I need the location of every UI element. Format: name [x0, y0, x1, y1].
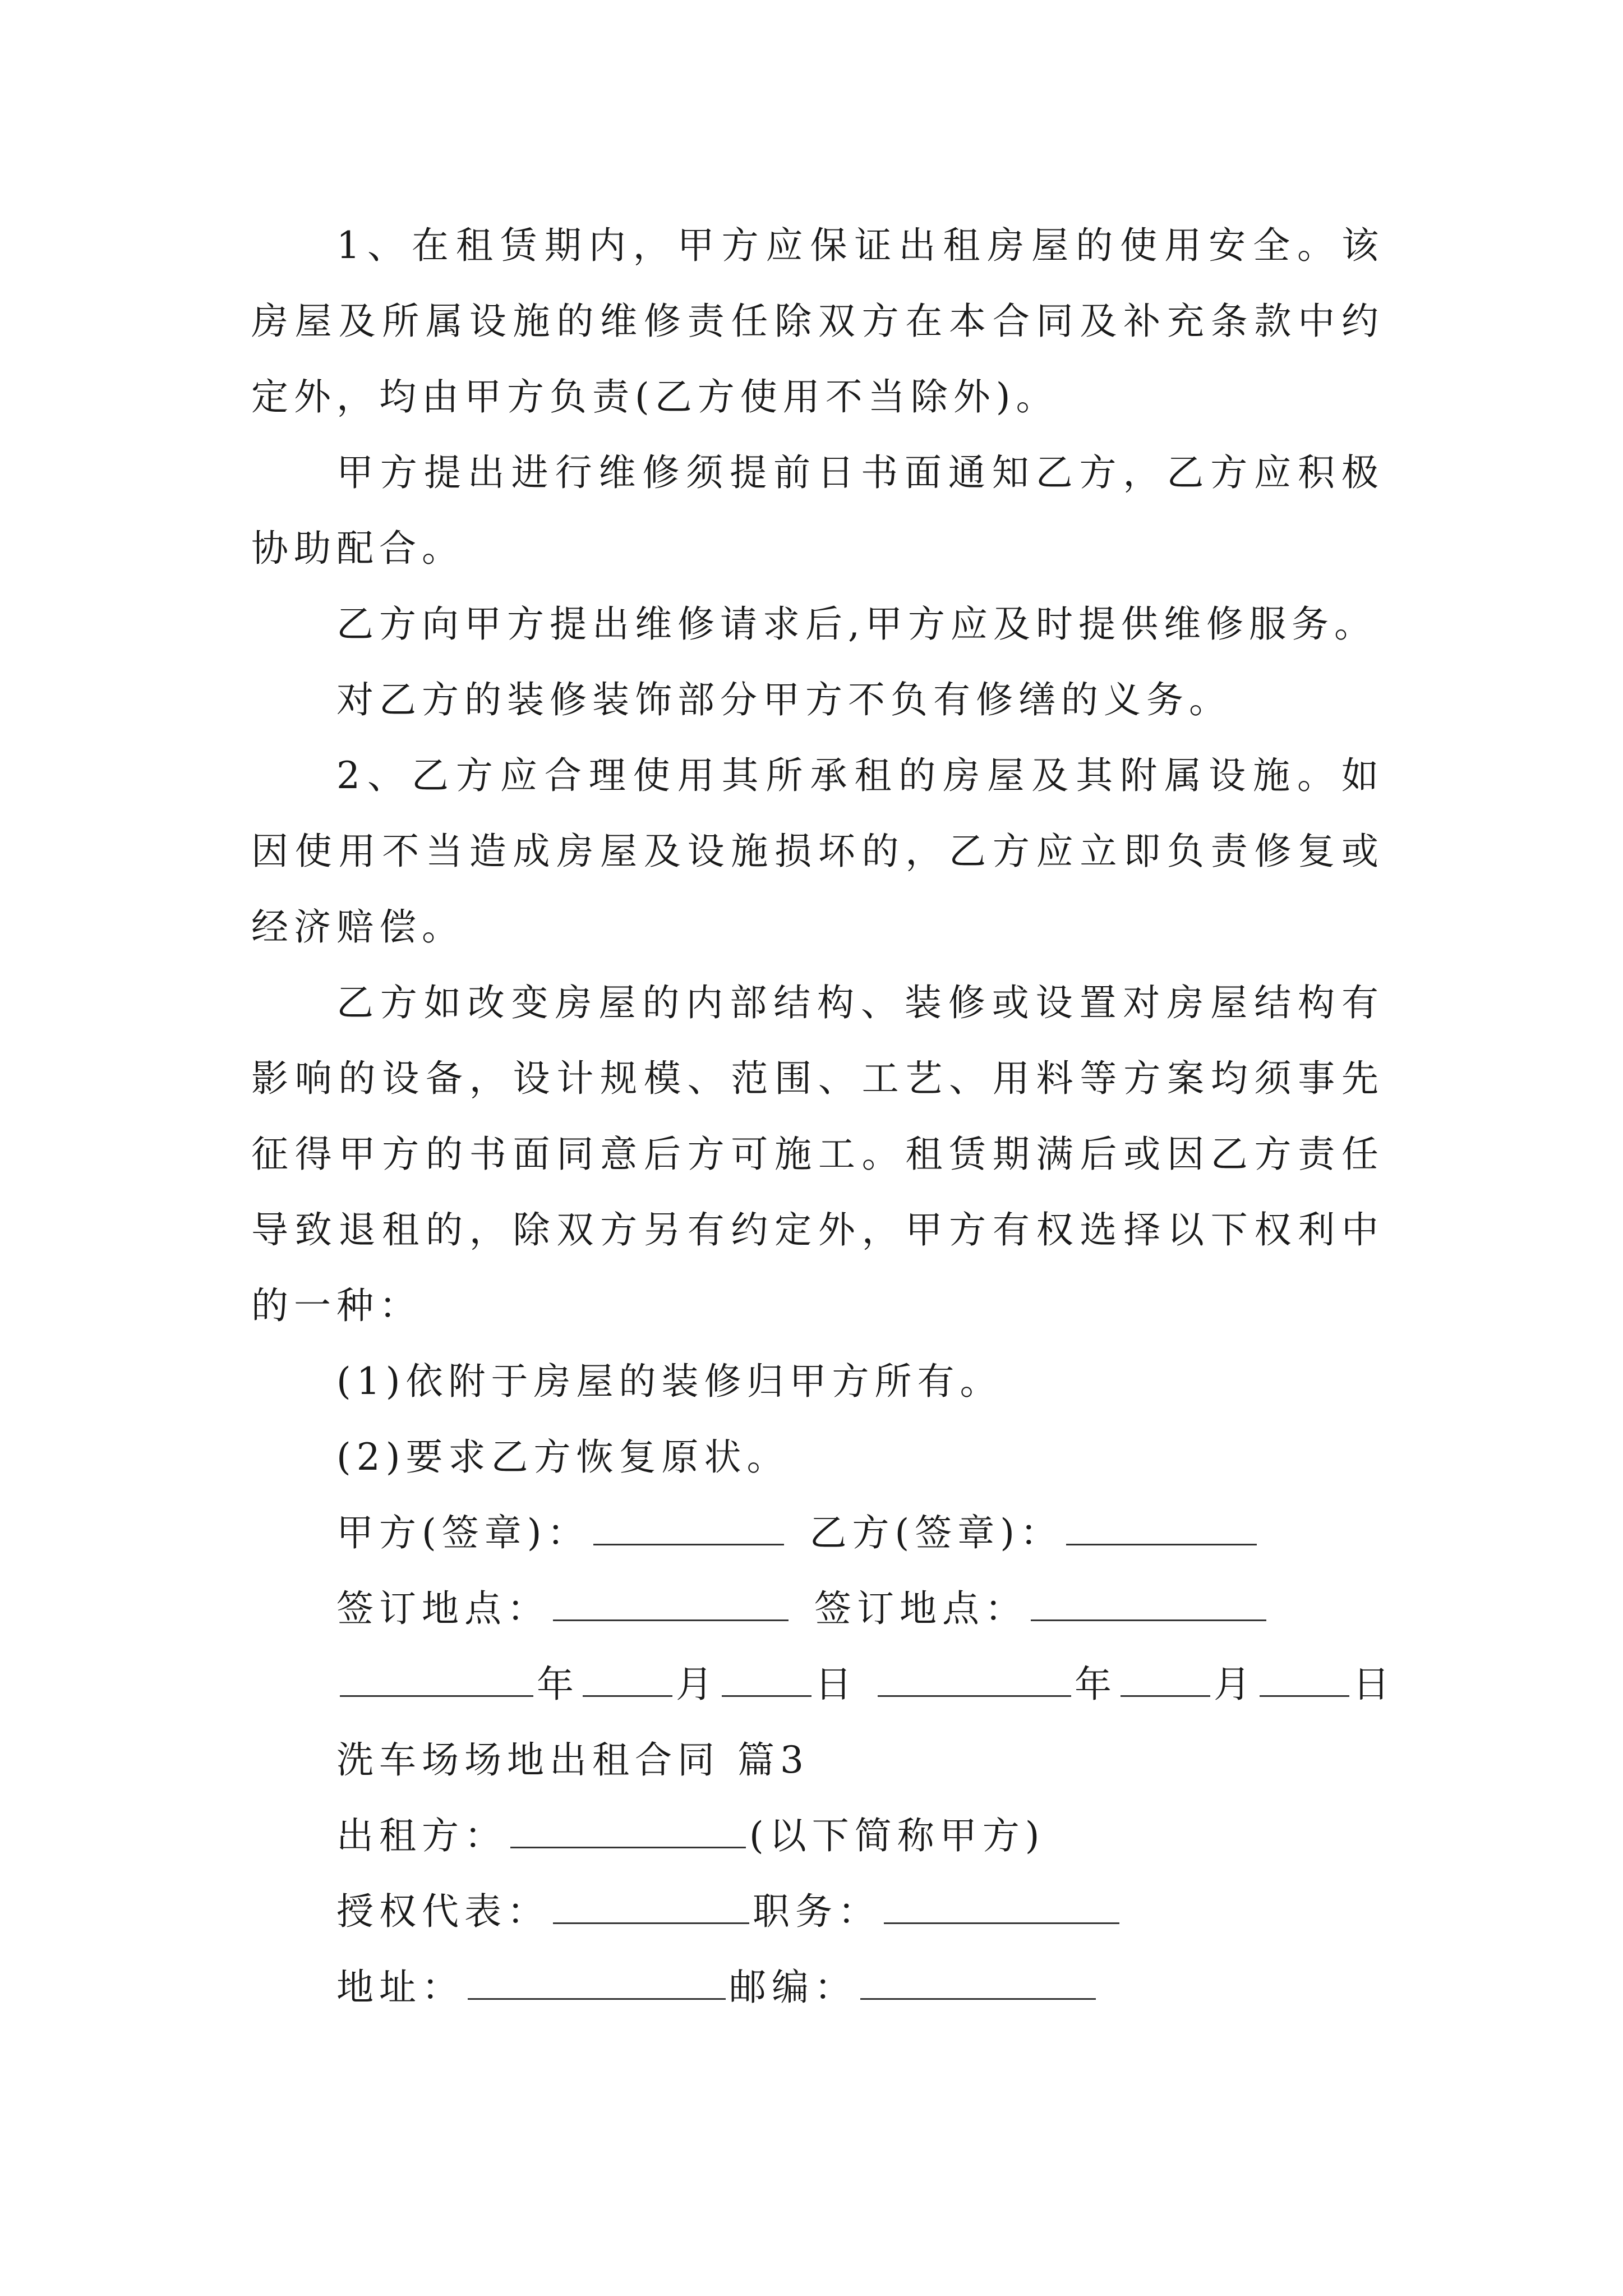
- option-2: (2)要求乙方恢复原状。: [336, 1435, 790, 1479]
- position-label: 职务：: [753, 1890, 880, 1933]
- clause-2: 2、乙方应合理使用其所承租的房屋及其附属设施。如因使用不当造成房屋及设施损坏的，乙方应立即负责修复或经济赔偿。: [251, 754, 1384, 949]
- party-b-month-blank[interactable]: [1121, 1663, 1210, 1697]
- party-a-day-blank[interactable]: [722, 1663, 811, 1697]
- address-blank[interactable]: [468, 1966, 726, 2000]
- clause-1-repair-notice: 甲方提出进行维修须提前日书面通知乙方，乙方应积极协助配合。: [251, 451, 1384, 570]
- clause-1-repair-request: 乙方向甲方提出维修请求后,甲方应及时提供维修服务。: [336, 602, 1377, 646]
- contract-body: [251, 208, 1395, 2025]
- signing-place-row: [336, 1571, 1384, 1646]
- party-b-place-label: 签订地点：: [814, 1587, 1027, 1630]
- party-a-signature-blank[interactable]: [593, 1511, 784, 1545]
- zip-blank[interactable]: [860, 1966, 1096, 2000]
- month-label: 月: [1214, 1663, 1256, 1706]
- lessor-suffix: (以下简称甲方): [749, 1814, 1045, 1857]
- representative-label: 授权代表：: [336, 1890, 550, 1933]
- party-a-month-blank[interactable]: [583, 1663, 672, 1697]
- year-label: 年: [1075, 1663, 1117, 1706]
- lessor-row: [336, 1798, 1384, 1874]
- clause-2-alteration: 乙方如改变房屋的内部结构、装修或设置对房屋结构有影响的设备，设计规模、范围、工艺、用料等方案均须事先征得甲方的书面同意后方可施工。租赁期满后或因乙方责任导致退租的，除双方另有约定外，甲方有权选择以下权利中的一种：: [251, 981, 1384, 1327]
- party-b-place-blank[interactable]: [1031, 1587, 1266, 1621]
- party-b-signature-label: 乙方(签章)：: [809, 1511, 1063, 1554]
- lessor-label: 出租方：: [336, 1814, 507, 1857]
- party-b-signature-blank[interactable]: [1066, 1511, 1257, 1545]
- date-row: [336, 1646, 1395, 1722]
- clause-1-decoration: 对乙方的装修装饰部分甲方不负有修缮的义务。: [336, 678, 1232, 721]
- day-label: 日: [815, 1663, 857, 1706]
- party-a-place-blank[interactable]: [553, 1587, 789, 1621]
- party-a-place-label: 签订地点：: [336, 1587, 550, 1630]
- option-1: (1)依附于房屋的装修归甲方所有。: [336, 1360, 1003, 1403]
- lessor-blank[interactable]: [510, 1814, 746, 1848]
- address-label: 地址：: [336, 1966, 464, 2009]
- representative-blank[interactable]: [553, 1890, 749, 1924]
- month-label: 月: [676, 1663, 718, 1706]
- section-3-title: [336, 1722, 1384, 1798]
- day-label: 日: [1353, 1663, 1395, 1706]
- clause-1: 1、在租赁期内，甲方应保证出租房屋的使用安全。该房屋及所属设施的维修责任除双方在本合同及补充条款中约定外，均由甲方负责(乙方使用不当除外)。: [251, 224, 1384, 418]
- representative-row: [336, 1874, 1384, 1949]
- address-row: [336, 1949, 1384, 2025]
- position-blank[interactable]: [884, 1890, 1119, 1924]
- signature-row: [336, 1495, 1384, 1571]
- zip-label: 邮编：: [729, 1966, 857, 2009]
- year-label: 年: [537, 1663, 579, 1706]
- party-a-signature-label: 甲方(签章)：: [336, 1511, 590, 1554]
- section-3-title-text: 洗车场场地出租合同 篇3: [336, 1738, 809, 1782]
- party-b-day-blank[interactable]: [1260, 1663, 1349, 1697]
- party-b-year-blank[interactable]: [878, 1663, 1071, 1697]
- party-a-year-blank[interactable]: [340, 1663, 533, 1697]
